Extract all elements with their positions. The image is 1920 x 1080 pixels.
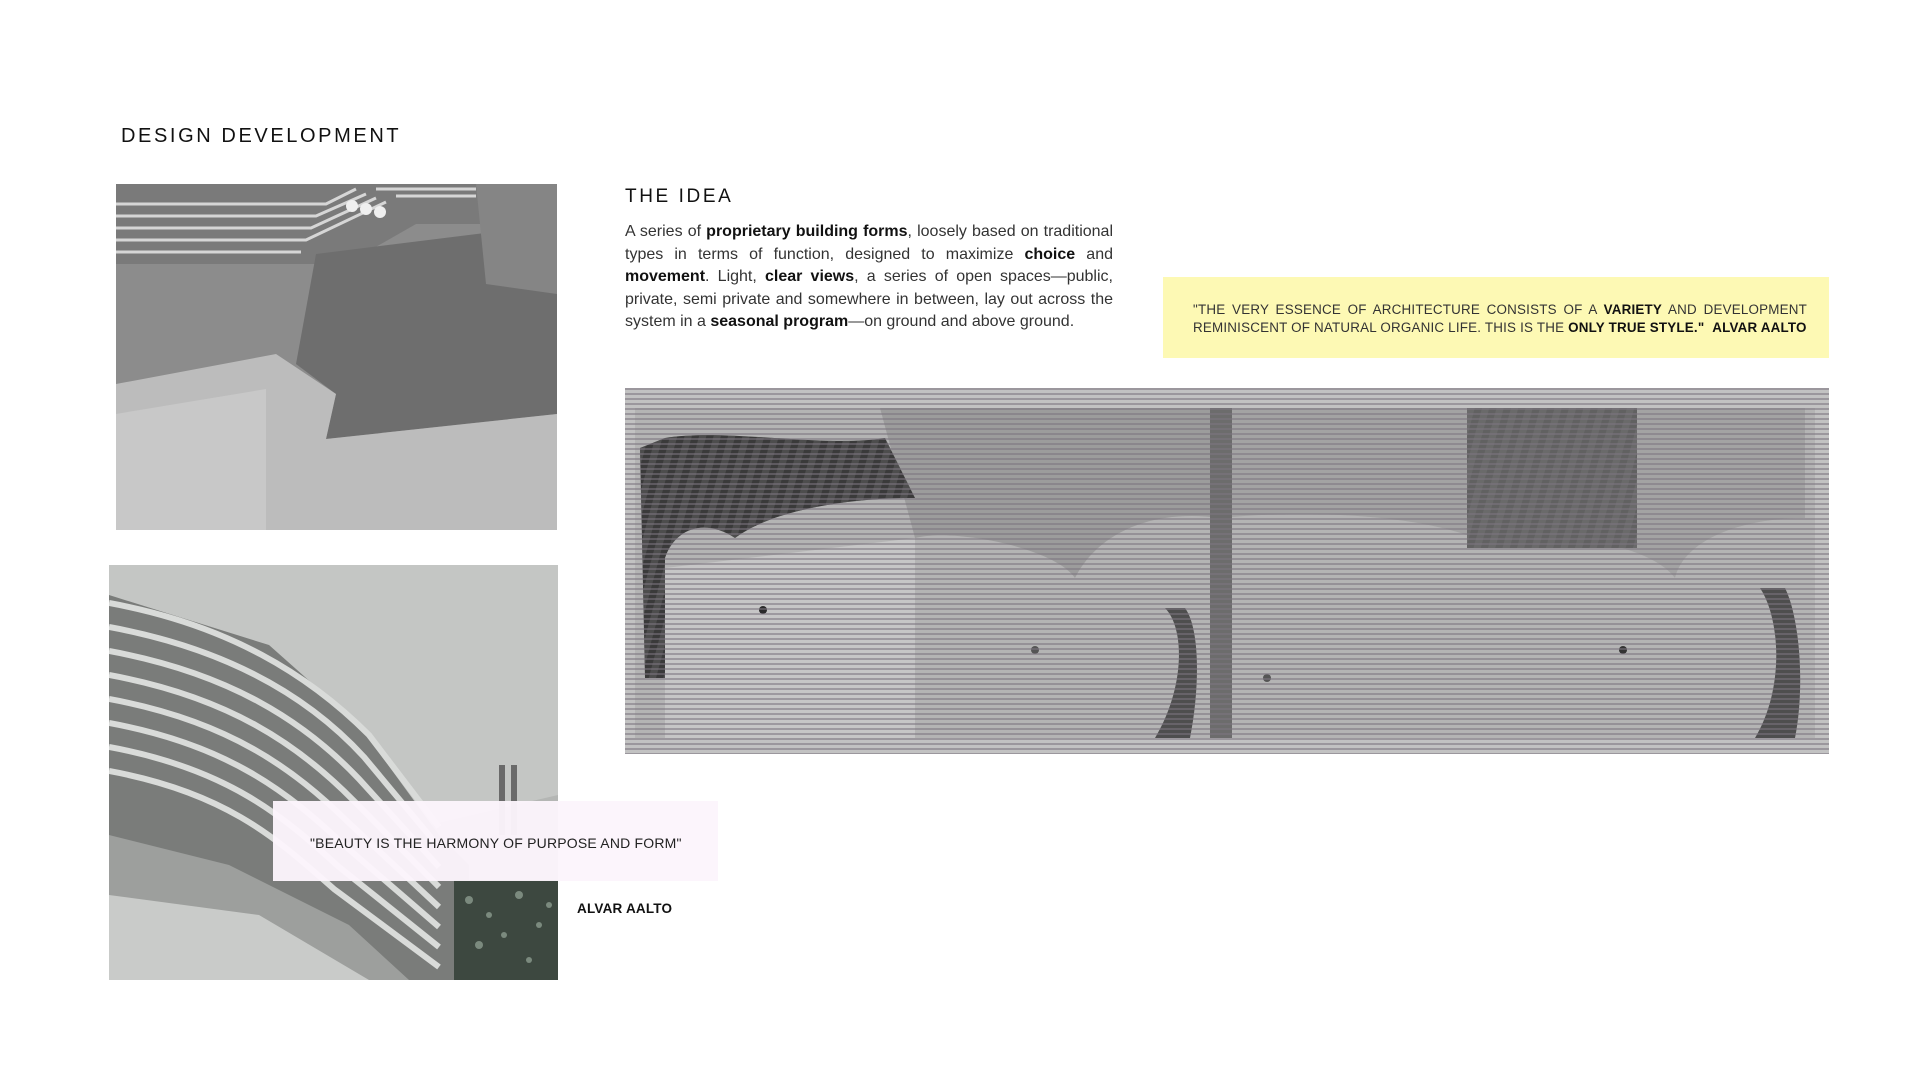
idea-body-emphasis: seasonal program <box>710 313 849 331</box>
idea-body-emphasis: clear views <box>765 268 855 286</box>
quote-author: ALVAR AALTO <box>577 901 673 916</box>
quote-author: ALVAR AALTO <box>1712 320 1807 335</box>
idea-body-segment: . Light, <box>705 268 765 286</box>
page-title: DESIGN DEVELOPMENT <box>121 125 402 147</box>
idea-body-emphasis: proprietary building forms <box>706 223 908 240</box>
idea-body-text <box>625 221 1113 334</box>
facade-photo <box>109 565 558 980</box>
idea-title: THE IDEA <box>625 186 734 207</box>
idea-body-segment: , a series of open spaces—public, private, semi private and somewhere in between, lay out across the system in a <box>625 268 1113 331</box>
idea-body-segment: —on ground and above ground. <box>848 313 1075 331</box>
idea-body-emphasis: movement <box>625 268 706 286</box>
idea-body-segment: A series of <box>625 223 707 240</box>
idea-body-segment: , loosely based on traditional types in terms of function, designed to maximize <box>625 223 1114 263</box>
quote-segment: AND DEVELOPMENT REMINISCENT OF NATURAL ORGANIC LIFE. THIS IS THE <box>1193 302 1807 335</box>
quote-emphasis: VARIETY <box>1603 302 1663 317</box>
quote-emphasis: ONLY TRUE STYLE." <box>1568 320 1705 335</box>
beauty-quote-box: "BEAUTY IS THE HARMONY OF PURPOSE AND FORM" <box>273 801 718 881</box>
interior-photo <box>116 184 557 530</box>
quote-segment: "THE VERY ESSENCE OF ARCHITECTURE CONSISTS OF A <box>1193 302 1604 317</box>
canopy-panorama-photo <box>625 388 1829 754</box>
aalto-quote-box <box>1163 277 1829 358</box>
idea-body-emphasis: choice <box>1024 245 1076 263</box>
idea-body-segment: and <box>1075 245 1114 263</box>
